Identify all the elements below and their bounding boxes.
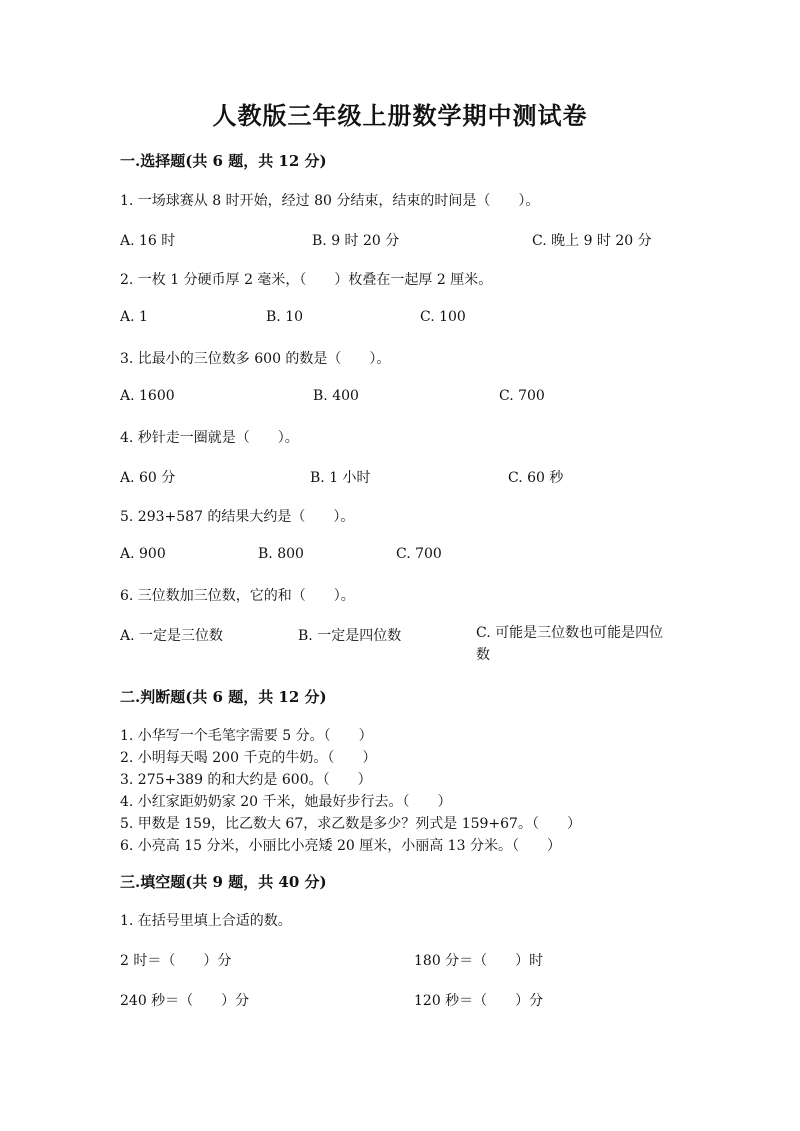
option-b: B. 800 xyxy=(258,546,304,562)
judge-item: 3. 275+389 的和大约是 600。（ ） xyxy=(120,772,372,788)
fill-blank: 240 秒＝（ ）分 xyxy=(120,993,250,1009)
option-b: B. 10 xyxy=(266,309,304,325)
fill-blank: 180 分＝（ ）时 xyxy=(414,953,544,969)
option-c: C. 晚上 9 时 20 分 xyxy=(532,233,652,249)
option-a: A. 一定是三位数 xyxy=(120,628,224,644)
section-heading-fill: 三.填空题(共 9 题，共 40 分) xyxy=(120,873,327,891)
judge-item: 2. 小明每天喝 200 千克的牛奶。（ ） xyxy=(120,750,377,766)
option-a: A. 16 时 xyxy=(120,233,176,249)
question-text: 4. 秒针走一圈就是（ ）。 xyxy=(120,430,299,446)
option-a: A. 1 xyxy=(120,309,148,325)
option-a: A. 60 分 xyxy=(120,470,176,486)
question-text: 2. 一枚 1 分硬币厚 2 毫米，（ ）枚叠在一起厚 2 厘米。 xyxy=(120,272,493,288)
judge-item: 5. 甲数是 159，比乙数大 67，求乙数是多少？列式是 159+67。（ ） xyxy=(120,816,581,832)
option-a: A. 900 xyxy=(120,546,166,562)
section-heading-choice: 一.选择题(共 6 题，共 12 分) xyxy=(120,152,327,170)
option-c: C. 60 秒 xyxy=(508,470,564,486)
option-c: C. 700 xyxy=(396,546,442,562)
judge-item: 6. 小亮高 15 分米，小丽比小亮矮 20 厘米，小丽高 13 分米。（ ） xyxy=(120,838,561,854)
option-b: B. 400 xyxy=(313,388,359,404)
section-heading-judge: 二.判断题(共 6 题，共 12 分) xyxy=(120,688,327,706)
option-b: B. 1 小时 xyxy=(310,470,371,486)
fill-blank: 2 时＝（ ）分 xyxy=(120,953,232,969)
page-title: 人教版三年级上册数学期中测试卷 xyxy=(212,101,588,130)
option-c: C. 100 xyxy=(420,309,466,325)
question-text: 6. 三位数加三位数，它的和（ ）。 xyxy=(120,588,355,604)
fill-blank: 120 秒＝（ ）分 xyxy=(414,993,544,1009)
option-b: B. 一定是四位数 xyxy=(298,628,402,644)
option-c: C. 可能是三位数也可能是四位数 xyxy=(476,625,664,663)
judge-item: 1. 小华写一个毛笔字需要 5 分。（ ） xyxy=(120,728,373,744)
question-text: 3. 比最小的三位数多 600 的数是（ ）。 xyxy=(120,351,391,367)
question-text: 1. 在括号里填上合适的数。 xyxy=(120,913,292,929)
option-a: A. 1600 xyxy=(120,388,175,404)
question-text: 1. 一场球赛从 8 时开始，经过 80 分结束，结束的时间是（ ）。 xyxy=(120,193,540,209)
judge-item: 4. 小红家距奶奶家 20 千米，她最好步行去。（ ） xyxy=(120,794,452,810)
option-b: B. 9 时 20 分 xyxy=(312,233,400,249)
option-c: C. 700 xyxy=(499,388,545,404)
question-text: 5. 293+587 的结果大约是（ ）。 xyxy=(120,509,355,525)
